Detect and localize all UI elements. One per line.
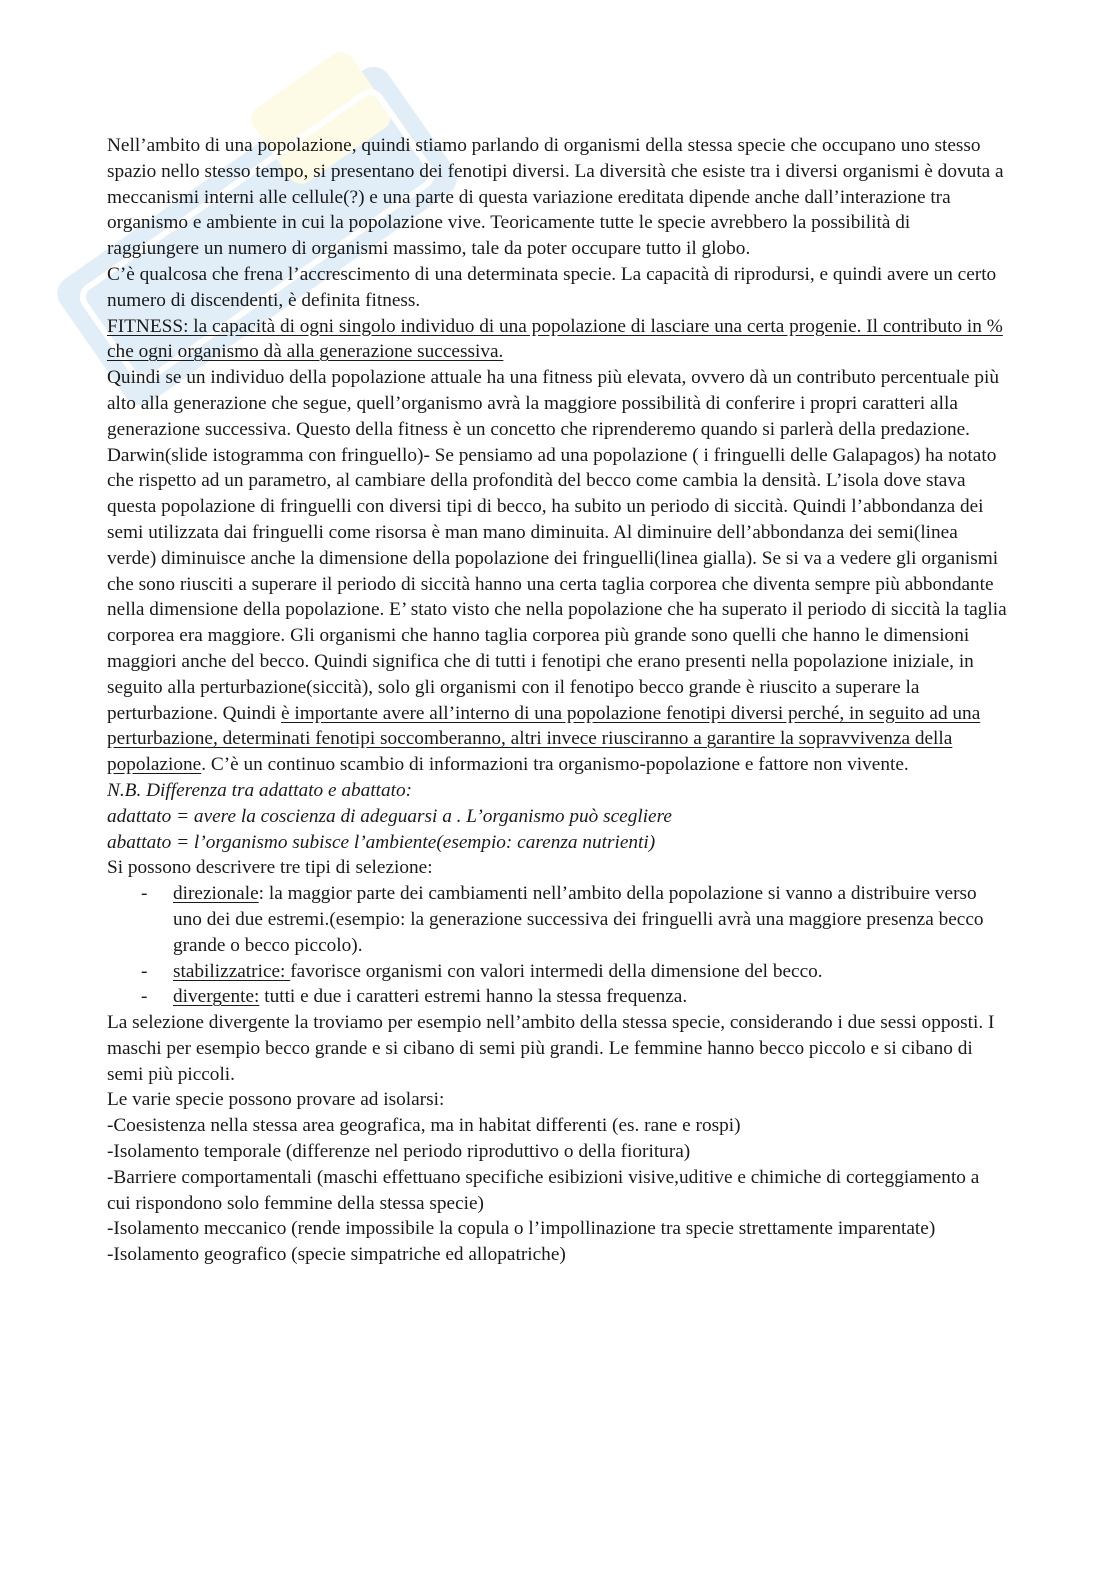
darwin-underlined: è importante avere all’interno di una popolazione fenotipi diversi perché, in seguito ad una perturbazione, determinati fenotipi soccomberanno, altri invece riusciranno a garantire la sopravvivenza della popolazione [107, 702, 981, 776]
nb-adattato: adattato = avere la coscienza di adeguarsi a . L’organismo può scegliere [107, 805, 672, 827]
isolation-item: -Isolamento meccanico (rende impossibile la copula o l’impollinazione tra specie strettamente imparentate) [107, 1218, 936, 1240]
fitness-definition: FITNESS: la capacità di ogni singolo individuo di una popolazione di lasciare una certa progenie. Il contributo in % che ogni organismo dà alla generazione successiva. [107, 315, 1003, 363]
darwin-text: Darwin(slide istogramma con fringuello)- Se pensiamo ad una popolazione ( i fringuelli delle Galapagos) ha notato che rispetto ad un parametro, al cambiare della profondità del becco come cambia la densità. L’isola dove stava questa popolazione di fringuelli con diversi tipi di becco, ha subito un periodo di siccità. Quindi l’abbondanza dei semi utilizzata dai fringuelli come risorsa è man mano diminuita. Al diminuire dell’abbondanza dei semi(linea verde) diminuisce anche la dimensione della popolazione dei fringuelli(linea gialla). Se si va a vedere gli organismi che sono riusciti a superare il periodo di siccità hanno una certa taglia corporea che diventa sempre più abbondante nella dimensione della popolazione. E’ stato visto che nella popolazione che ha superato il periodo di siccità la taglia corporea era maggiore. Gli organismi che hanno taglia corporea più grande sono quelli che hanno le dimensioni maggiori anche del becco. Quindi significa che di tutti i fenotipi che erano presenti nella popolazione iniziale, in seguito alla perturbazione(siccità), solo gli organismi con il fenotipo becco grande è riuscito a superare la perturbazione. Quindi [107, 444, 1007, 724]
paragraph-fitness: Quindi se un individuo della popolazione attuale ha una fitness più elevata, ovvero dà un contributo percentuale più alto alla generazione che segue, quell’organismo avrà la maggiore possibilità di conferire i propri caratteri alla generazione successiva. Questo della fitness è un concetto che riprenderemo quando si parlerà della predazione. [107, 367, 1000, 440]
selection-term: stabilizzatrice: [173, 960, 291, 982]
selection-desc: tutti e due i caratteri estremi hanno la stessa frequenza. [259, 986, 688, 1008]
list-item [141, 881, 1007, 958]
list-dash: - [141, 960, 148, 982]
list-dash: - [141, 986, 148, 1008]
document-body [107, 133, 1007, 1268]
paragraph-growth: C’è qualcosa che frena l’accrescimento di una determinata specie. La capacità di riprodursi, e quindi avere un certo numero di discendenti, è definita fitness. [107, 263, 997, 311]
list-item [141, 984, 1007, 1010]
selection-term: direzionale [173, 883, 259, 905]
paragraph-isolation-intro: Le varie specie possono provare ad isolarsi: [107, 1089, 445, 1111]
nb-title: N.B. Differenza tra adattato e abattato: [107, 779, 413, 801]
darwin-tail: . C’è un continuo scambio di informazioni tra organismo-popolazione e fattore non vivente. [201, 754, 909, 776]
list-item [141, 959, 1007, 985]
paragraph-divergent: La selezione divergente la troviamo per esempio nell’ambito della stessa specie, considerando i due sessi opposti. I maschi per esempio becco grande e si cibano di semi più grandi. Le femmine hanno becco piccolo e si cibano di semi più piccoli. [107, 1012, 995, 1085]
selection-desc: favorisce organismi con valori intermedi della dimensione del becco. [290, 960, 823, 982]
paragraph-darwin [107, 443, 1007, 778]
selection-term: divergente: [173, 986, 260, 1008]
isolation-item: -Coesistenza nella stessa area geografica, ma in habitat differenti (es. rane e rospi) [107, 1115, 741, 1137]
paragraph-intro: Nell’ambito di una popolazione, quindi stiamo parlando di organismi della stessa specie che occupano uno stesso spazio nello stesso tempo, si presentano dei fenotipi diversi. La diversità che esiste tra i diversi organismi è dovuta a meccanismi interni alle cellule(?) e una parte di questa variazione ereditata dipende anche dall’interazione tra organismo e ambiente in cui la popolazione vive. Teoricamente tutte le specie avrebbero la possibilità di raggiungere un numero di organismi massimo, tale da poter occupare tutto il globo. [107, 135, 1004, 260]
isolation-item: -Barriere comportamentali (maschi effettuano specifiche esibizioni visive,uditive e chimiche di corteggiamento a cui rispondono solo femmine della stessa specie) [107, 1166, 980, 1214]
isolation-item: -Isolamento geografico (specie simpatriche ed allopatriche) [107, 1244, 566, 1266]
selection-list [107, 881, 1007, 1010]
nb-abattato: abattato = l’organismo subisce l’ambiente(esempio: carenza nutrienti) [107, 831, 656, 853]
selection-intro: Si possono descrivere tre tipi di selezione: [107, 857, 433, 879]
isolation-item: -Isolamento temporale (differenze nel periodo riproduttivo o della fioritura) [107, 1141, 691, 1163]
selection-desc: : la maggior parte dei cambiamenti nell’ambito della popolazione si vanno a distribuire verso uno dei due estremi.(esempio: la generazione successiva dei fringuelli avrà una maggiore presenza becco grande o becco piccolo). [173, 883, 984, 956]
list-dash: - [141, 883, 148, 905]
